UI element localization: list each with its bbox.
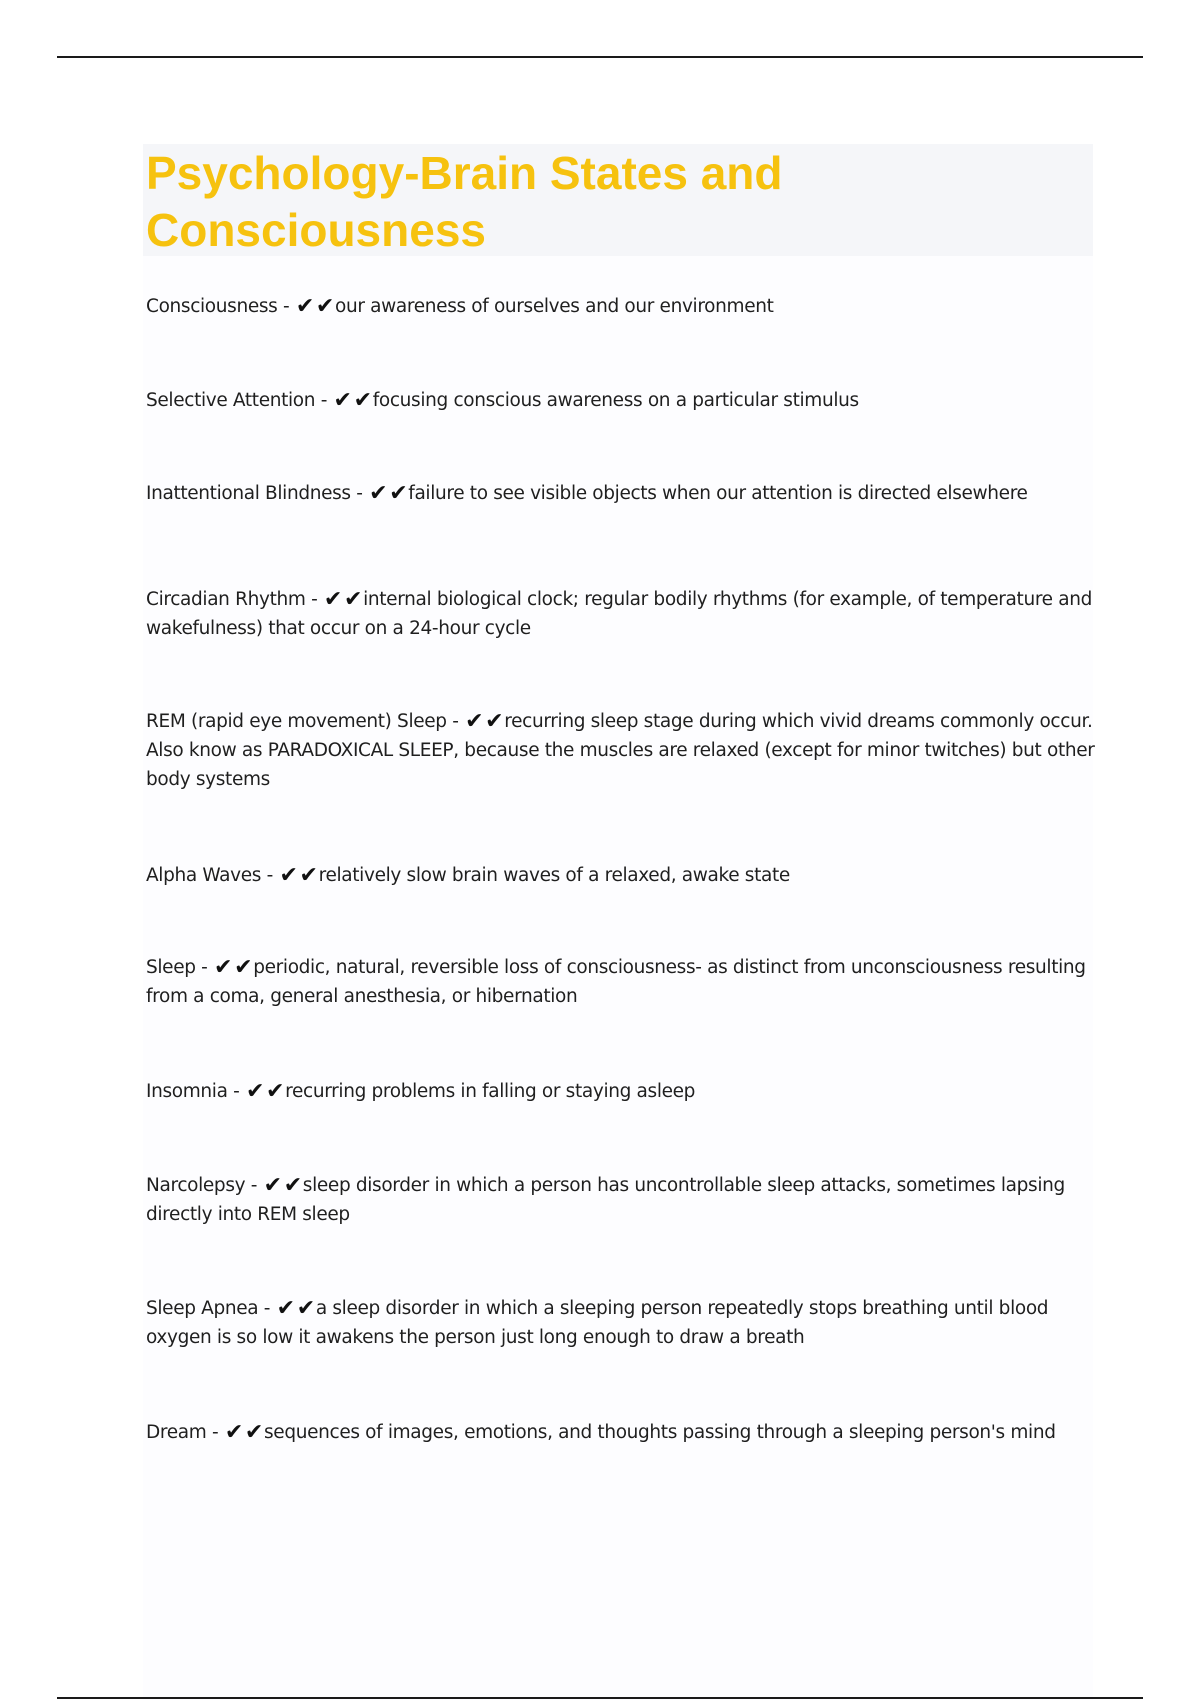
entry-term: Selective Attention: [146, 390, 316, 411]
check-icon: ✔: [224, 1420, 243, 1445]
entry-insomnia: [146, 1077, 1096, 1106]
entry-sleep-apnea: [146, 1294, 1096, 1352]
check-icon: ✔: [276, 1296, 295, 1321]
check-icon: ✔: [344, 587, 363, 612]
check-icon: ✔: [279, 863, 298, 888]
entry-circadian-rhythm: [146, 585, 1096, 643]
entry-term: Insomnia: [146, 1081, 228, 1102]
entry-term: Circadian Rhythm: [146, 589, 306, 610]
entry-term: Consciousness: [146, 296, 278, 317]
entry-separator: -: [201, 957, 208, 978]
check-icon: ✔: [296, 1296, 315, 1321]
entry-separator: -: [211, 1422, 219, 1443]
entry-definition: sequences of images, emotions, and thoughts passing through a sleeping person's mind: [264, 1422, 1056, 1443]
entry-separator: -: [233, 1081, 240, 1102]
entry-term: Inattentional Blindness: [146, 483, 351, 504]
check-icon: ✔: [263, 1173, 282, 1198]
entry-separator: -: [250, 1175, 258, 1196]
check-icon: ✔: [234, 955, 253, 980]
check-icon: ✔: [315, 294, 335, 319]
entry-separator: -: [266, 865, 273, 886]
entry-rem-sleep: [146, 707, 1096, 794]
check-icon: ✔: [295, 294, 314, 319]
check-icon: ✔: [283, 1173, 302, 1198]
entry-definition: our awareness of ourselves and our environment: [335, 296, 774, 317]
entry-alpha-waves: [146, 861, 1096, 890]
entry-separator: -: [356, 483, 363, 504]
check-icon: ✔: [214, 955, 233, 980]
entry-definition: a sleep disorder in which a sleeping person repeatedly stops breathing until blood oxygen is so low it awakens the person just long enough to draw a breath: [146, 1298, 1049, 1348]
entry-selective-attention: [146, 386, 1096, 415]
entry-definition: failure to see visible objects when our attention is directed elsewhere: [408, 483, 1028, 504]
entry-definition: periodic, natural, reversible loss of consciousness- as distinct from unconsciousness resulting from a coma, general anesthesia, or hibernation: [146, 957, 1086, 1007]
check-icon: ✔: [333, 388, 352, 413]
entry-term: REM (rapid eye movement) Sleep: [146, 711, 447, 732]
entry-term: Sleep Apnea: [146, 1298, 259, 1319]
entry-definition: focusing conscious awareness on a particular stimulus: [372, 390, 859, 411]
check-icon: ✔: [465, 709, 484, 734]
check-icon: ✔: [245, 1079, 265, 1104]
entry-separator: -: [311, 589, 318, 610]
check-icon: ✔: [389, 481, 408, 506]
check-icon: ✔: [244, 1420, 264, 1445]
entry-term: Narcolepsy: [146, 1175, 246, 1196]
entry-definition: relatively slow brain waves of a relaxed, awake state: [318, 865, 790, 886]
entry-definition: recurring sleep stage during which vivid dreams commonly occur. Also know as PARADOXICAL SLEEP, because the muscles are relaxed (except for minor twitches) but other body systems: [146, 711, 1095, 790]
entry-definition: internal biological clock; regular bodily rhythms (for example, of temperature and wakefulness) that occur on a 24-hour cycle: [146, 589, 1092, 639]
bottom-divider: [57, 1697, 1143, 1699]
entry-term: Alpha Waves: [146, 865, 262, 886]
entry-narcolepsy: [146, 1171, 1096, 1229]
check-icon: ✔: [323, 587, 343, 612]
entry-separator: -: [282, 296, 290, 317]
entry-dream: [146, 1418, 1096, 1447]
check-icon: ✔: [369, 481, 388, 506]
top-divider: [57, 56, 1143, 58]
check-icon: ✔: [353, 388, 372, 413]
check-icon: ✔: [299, 863, 318, 888]
entry-separator: -: [263, 1298, 271, 1319]
entry-separator: -: [320, 390, 328, 411]
entry-term: Dream: [146, 1422, 207, 1443]
entry-consciousness: [146, 292, 1096, 321]
entry-inattentional-blindness: [146, 479, 1096, 508]
check-icon: ✔: [485, 709, 504, 734]
entry-term: Sleep: [146, 957, 196, 978]
entry-definition: sleep disorder in which a person has uncontrollable sleep attacks, sometimes lapsing directly into REM sleep: [146, 1175, 1065, 1225]
check-icon: ✔: [266, 1079, 285, 1104]
entry-separator: -: [452, 711, 459, 732]
entry-sleep: [146, 953, 1096, 1011]
content-panel: [143, 144, 1093, 1700]
entry-definition: recurring problems in falling or staying asleep: [285, 1081, 696, 1102]
page-title: Psychology-Brain States and Consciousness: [146, 147, 783, 256]
